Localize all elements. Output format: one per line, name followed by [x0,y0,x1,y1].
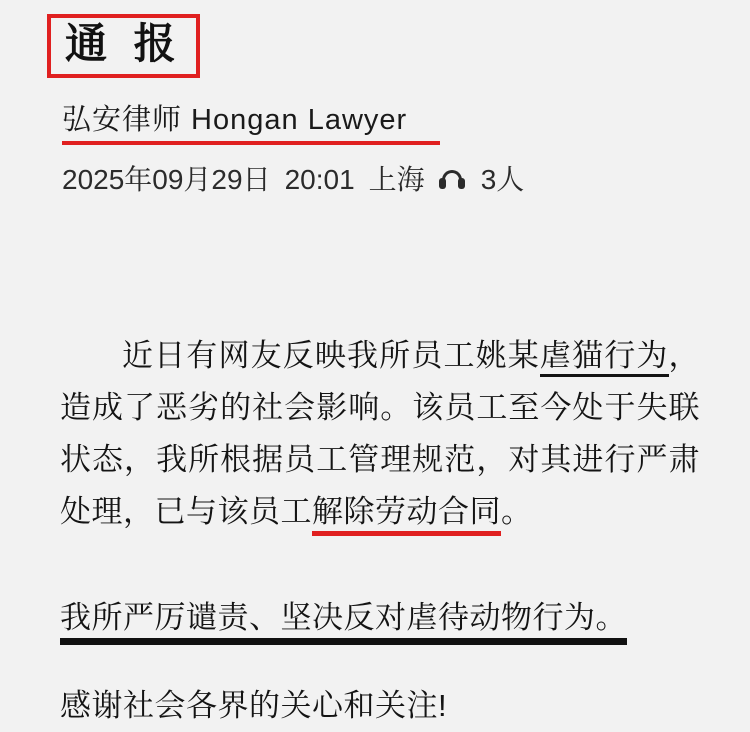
paragraph-1 [60,330,700,538]
paragraph-3 [60,680,700,732]
paragraph-2 [60,592,700,644]
text-segment: 。 [501,494,533,529]
text-segment-thick-underlined: 我所严厉谴责、坚决反对虐待动物行为。 [60,600,627,645]
text-segment: 近日有网友反映我所员工姚某 [122,338,540,373]
meta-listeners: 3人 [480,164,525,195]
meta-line [62,160,524,199]
text-segment-underlined: 虐猫行为 [540,338,669,377]
headset-icon [439,170,465,190]
title-box [47,14,200,78]
byline-text: 弘安律师 Hongan Lawyer [62,104,408,136]
text-segment: ，造成了恶劣的社会影响。该员工至今处于失联状态，我所根据员工管理规范，对其进行严肃处理，已与该员工 [60,338,701,529]
page-title: 通 报 [65,19,182,68]
text-segment: 感谢社会各界的关心和关注! [60,688,448,723]
meta-time: 20:01 [284,164,355,195]
byline [62,102,407,140]
byline-underline [62,141,440,145]
meta-location: 上海 [368,164,425,195]
paragraph-spacer [60,538,700,592]
text-segment-red-underlined: 解除劳动合同 [312,494,501,536]
meta-date: 2025年09月29日 [62,164,271,195]
document-body [60,330,700,732]
title-block [47,14,200,78]
paragraph-spacer [60,644,700,680]
